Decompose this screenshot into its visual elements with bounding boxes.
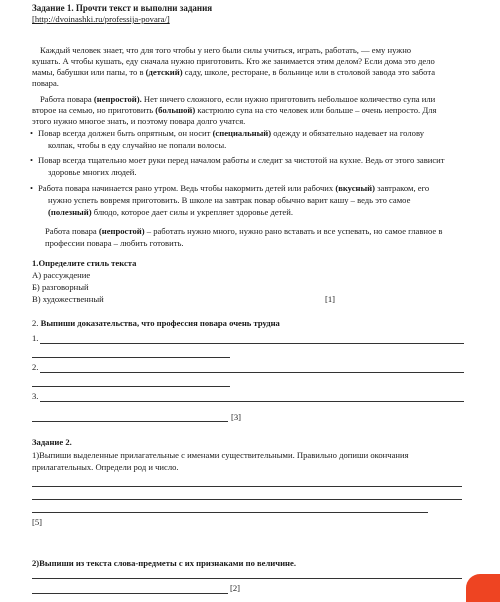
task2-instruction-line2: прилагательных. Определи род и число. [32,462,179,472]
q1-option-c[interactable]: В) художественный [32,294,104,304]
bullet2-line1: Повар всегда тщательно моет руки перед началом работы и следит за чистотой на кухне. Ведь от этого зависит [38,155,445,165]
answer-line[interactable] [32,357,230,358]
para1-line3: мамы, бабушки или папы, то в (детский) саду, школе, ресторане, в больнице или в столовой завода это забота [32,67,436,77]
bullet2-line2: здоровье многих людей. [48,167,137,177]
para1-line2: кушать. А чтобы кушать, еду сначала нужно приготовить. Кто же занимается этим делом? Если дома это дело [32,56,435,66]
answer-line[interactable] [40,343,464,344]
para3-line1: Работа повара (непростой) – работать нужно много, нужно рано вставать и все успевать, но самое главное в [45,226,443,236]
bullet1-line2: колпак, чтобы в еду случайно не попали волосы. [48,140,227,150]
highlight-adjective: (детский) [145,67,183,77]
bullet-dot: • [30,128,34,138]
bullet1-line1: Повар всегда должен быть опрятным, он носит (специальный) одежду и обязательно надевает на голову [38,128,425,138]
q1-title: 1.Определите стиль текста [32,258,137,268]
para2-line1: Работа повара (непростой). Нет ничего сложного, если нужно приготовить небольшое количество супа или [40,94,436,104]
bullet3-line1: Работа повара начинается рано утром. Ведь чтобы накормить детей или рабочих (вкусный) завтраком, его [38,183,430,193]
answer-line[interactable] [32,593,228,594]
q1-option-a[interactable]: А) рассуждение [32,270,91,280]
q3-title: 2)Выпиши из текста слова-предметы с их признаками по величине. [32,558,296,568]
para3-line2: профессии повара – любить готовить. [45,238,184,248]
para2-line2: второе на семью, но приготовить (большой) кастрюлю супа на сто человек или больше – очень непросто. Для [32,105,437,115]
answer-line[interactable] [32,499,462,500]
answer-number: 3. [32,391,39,401]
q1-option-b[interactable]: Б) разговорный [32,282,89,292]
para2-line3: этого нужно многое знать, и поэтому повара долго учатся. [32,116,246,126]
corner-badge [466,574,500,602]
highlight-adjective: (полезный) [48,207,92,217]
answer-line[interactable] [32,486,462,487]
task2-points: [5] [32,517,43,527]
bullet-dot: • [30,155,34,165]
task2-title: Задание 2. [32,437,72,447]
answer-line[interactable] [40,372,464,373]
para1-line1: Каждый человек знает, что для того чтобы у него были силы учиться, играть, работать, — ему нужно [40,45,412,55]
task2-instruction-line1: 1)Выпиши выделенные прилагательные с именами существительными. Правильно допиши окончания [32,450,409,460]
answer-line[interactable] [32,578,462,579]
q2-points: [3] [231,412,242,422]
highlight-adjective: (специальный) [212,128,272,138]
bullet-dot: • [30,183,34,193]
answer-line[interactable] [32,512,428,513]
highlight-adjective: (непростой). [93,94,142,104]
task1-title: Задание 1. Прочти текст и выполни задания [32,3,213,13]
highlight-adjective: (большой) [155,105,196,115]
q2-title: 2. Выпиши доказательства, что профессия повара очень трудна [32,318,280,328]
para1-line4: повара. [32,78,59,88]
q3-points: [2] [230,583,241,593]
answer-line[interactable] [32,421,228,422]
highlight-adjective: (вкусный) [335,183,375,193]
bullet3-line3: (полезный) блюдо, которое дает силы и укрепляет здоровье детей. [48,207,293,217]
highlight-adjective: (непростой) [98,226,145,236]
source-link[interactable]: [http://dvoinashki.ru/professija-povara/] [32,14,170,24]
answer-number: 2. [32,362,39,372]
answer-number: 1. [32,333,39,343]
q1-points: [1] [325,294,336,304]
answer-line[interactable] [32,386,230,387]
bullet3-line2: нужно успеть вовремя приготовить. В школе на завтрак повар обычно варит кашу – ведь это самое [48,195,411,205]
answer-line[interactable] [40,401,464,402]
